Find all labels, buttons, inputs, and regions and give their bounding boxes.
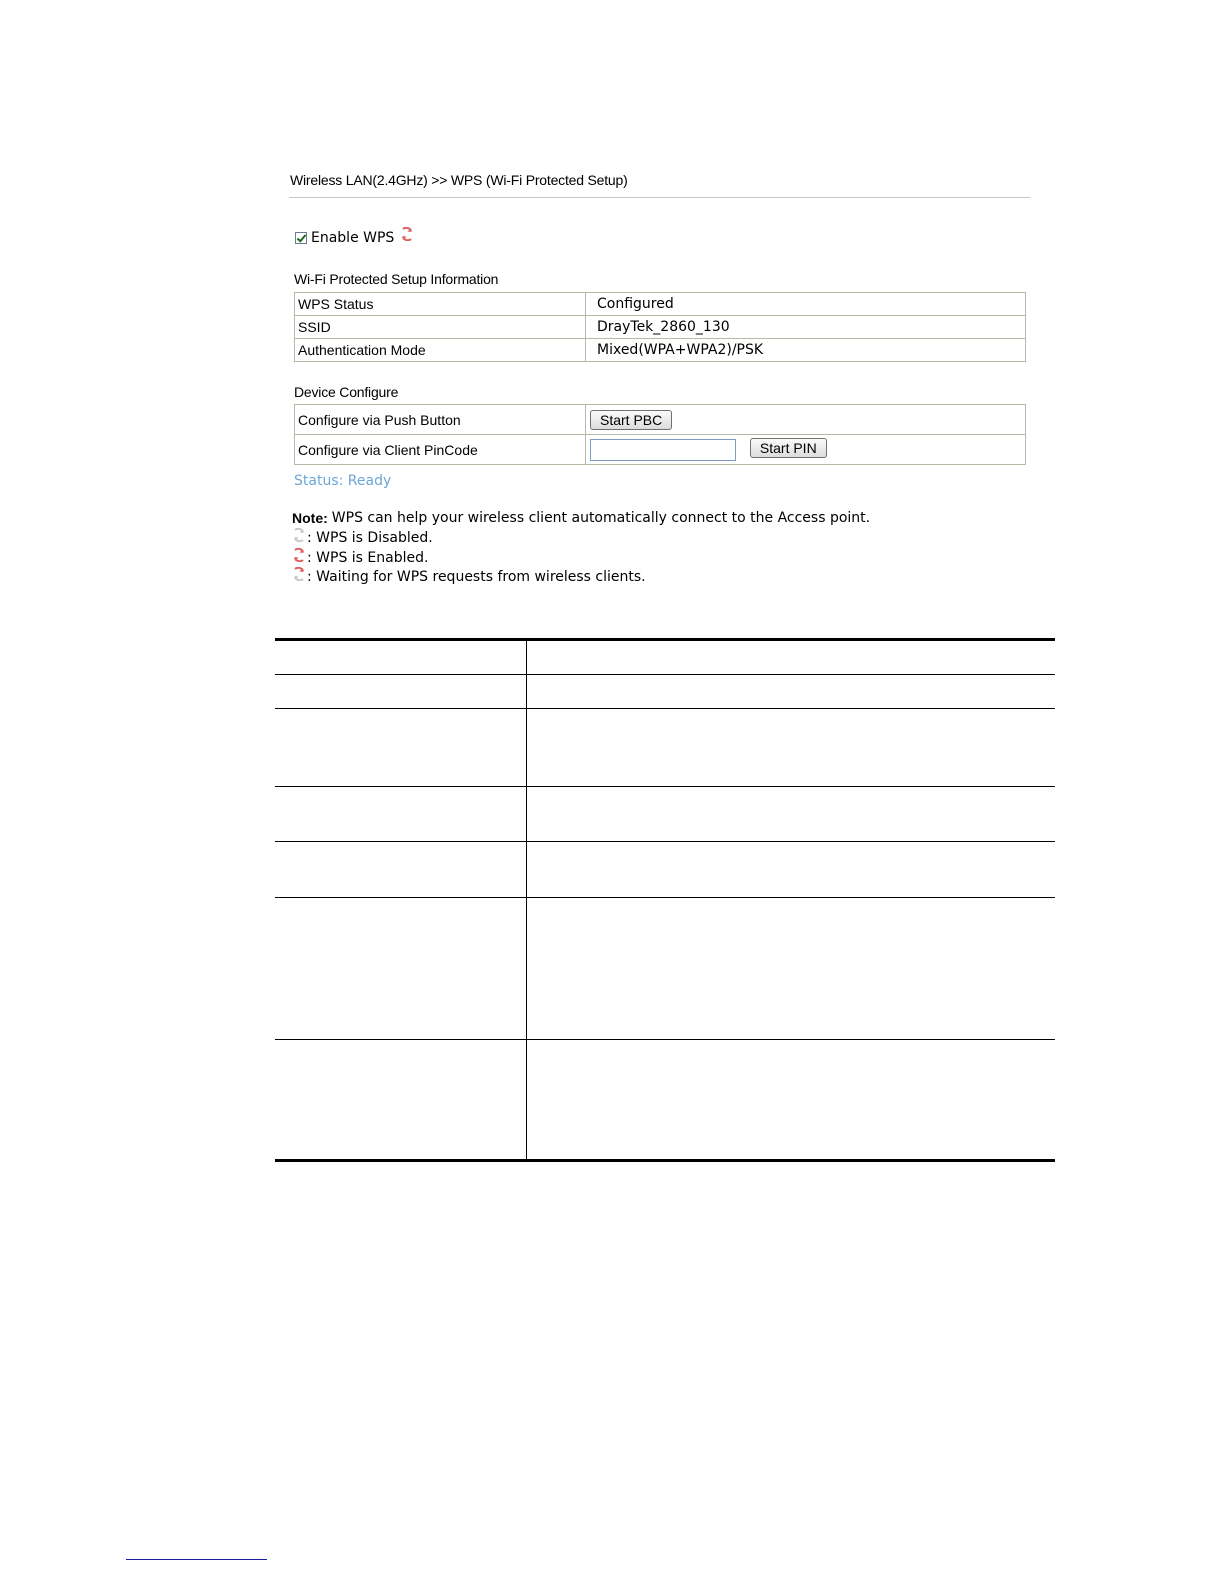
device-configure-table [294, 404, 1026, 465]
info-section-heading: Wi-Fi Protected Setup Information [294, 271, 499, 287]
wps-status-value: Configured [586, 293, 1026, 316]
wps-status-key: WPS Status [295, 293, 586, 316]
pincode-label: Configure via Client PinCode [295, 435, 586, 465]
description-table [275, 638, 1055, 1162]
table-row [295, 339, 1026, 362]
note-line [292, 510, 870, 526]
push-button-label: Configure via Push Button [295, 405, 586, 435]
note-waiting-line [292, 569, 646, 585]
pincode-input[interactable] [590, 439, 736, 461]
note-text: WPS can help your wireless client automatically connect to the Access point. [331, 510, 871, 526]
note-waiting-text: : Waiting for WPS requests from wireless clients. [307, 569, 646, 585]
table-row-divider [275, 1039, 1055, 1040]
note-disabled-line [292, 530, 433, 546]
enable-wps-checkbox[interactable] [295, 232, 307, 244]
start-pin-button[interactable]: Start PIN [750, 438, 827, 458]
auth-mode-value: Mixed(WPA+WPA2)/PSK [586, 339, 1026, 362]
start-pbc-button[interactable]: Start PBC [590, 410, 672, 430]
note-enabled-text: : WPS is Enabled. [307, 550, 429, 566]
enable-wps-label: Enable WPS [311, 230, 395, 246]
ssid-key: SSID [295, 316, 586, 339]
table-bottom-border [275, 1159, 1055, 1162]
table-row-divider [275, 674, 1055, 675]
enable-wps-row[interactable] [295, 230, 414, 246]
page-title: Wireless LAN(2.4GHz) >> WPS (Wi-Fi Protected Setup) [290, 172, 628, 188]
wps-waiting-icon [292, 567, 306, 581]
table-top-border [275, 638, 1055, 641]
note-enabled-line [292, 550, 428, 566]
wps-disabled-icon [292, 528, 306, 542]
table-row-divider [275, 841, 1055, 842]
table-row-divider [275, 708, 1055, 709]
table-row [295, 293, 1026, 316]
auth-mode-key: Authentication Mode [295, 339, 586, 362]
device-section-heading: Device Configure [294, 384, 399, 400]
footnote-rule [126, 1559, 267, 1560]
wps-enabled-icon [400, 227, 414, 241]
push-button-cell [586, 405, 1026, 435]
table-row-divider [275, 897, 1055, 898]
note-disabled-text: : WPS is Disabled. [307, 530, 433, 546]
ssid-value: DrayTek_2860_130 [586, 316, 1026, 339]
table-row [295, 316, 1026, 339]
status-text: Status: Ready [294, 473, 392, 489]
pincode-cell [586, 435, 1026, 465]
title-divider [289, 197, 1030, 198]
table-row [295, 435, 1026, 465]
table-row [295, 405, 1026, 435]
table-column-divider [526, 638, 527, 1162]
table-row-divider [275, 786, 1055, 787]
wps-info-table [294, 292, 1026, 362]
wps-enabled-icon [292, 548, 306, 562]
note-prefix: Note: [292, 510, 328, 526]
